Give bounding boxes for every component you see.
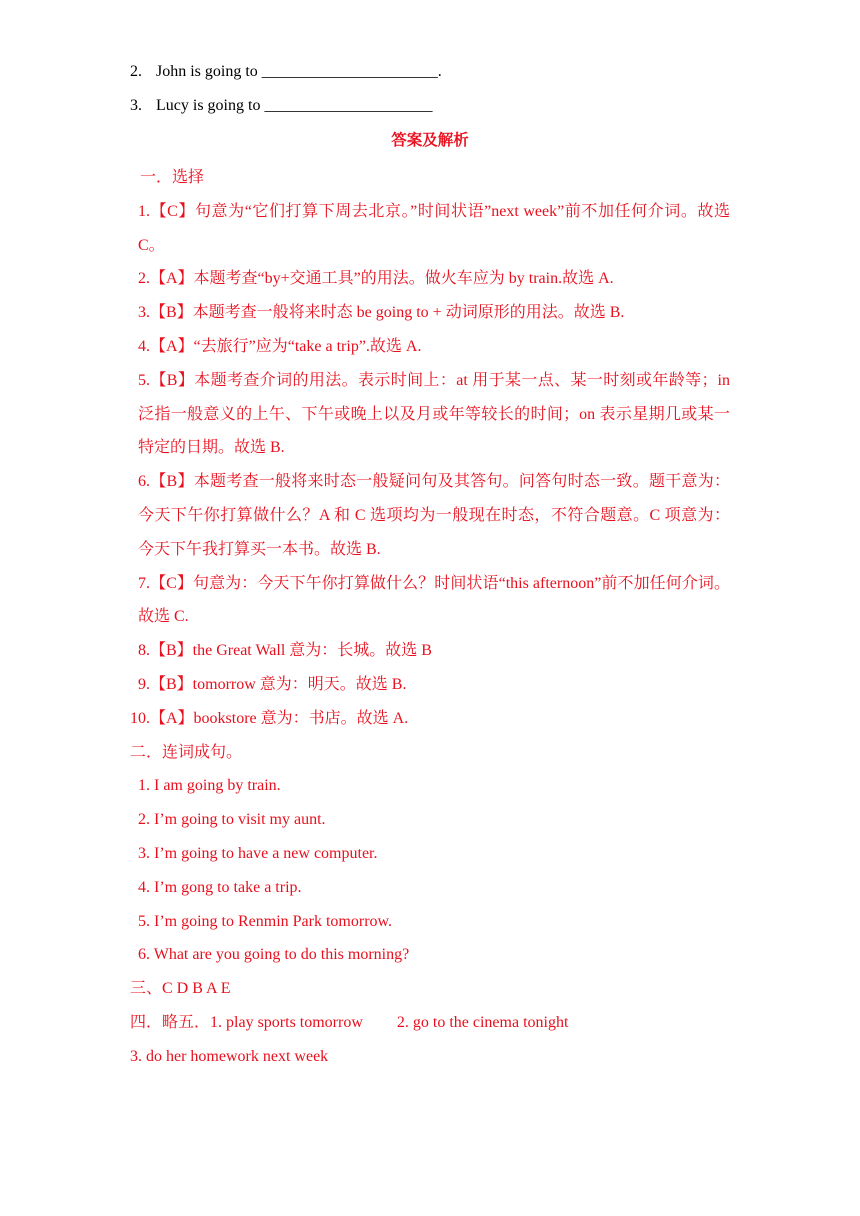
answer-item: 8.【B】the Great Wall 意为：长城。故选 B xyxy=(138,642,432,660)
section4-prefix: 四．略五． xyxy=(130,1013,211,1031)
question-number: 2. xyxy=(130,63,142,80)
sentence-item: 4. I’m gong to take a trip. xyxy=(138,878,302,896)
section4-answer-1: 1. play sports tomorrow xyxy=(210,1013,363,1031)
answers-title: 答案及解析 xyxy=(391,131,469,149)
section4-line xyxy=(130,1006,730,1040)
question-text: Lucy is going to _____________________ xyxy=(156,97,433,114)
answer-item: 10.【A】bookstore 意为：书店。故选 A. xyxy=(130,709,409,727)
answer-item: 4.【A】“去旅行”应为“take a trip”.故选 A. xyxy=(138,337,422,355)
question-text: John is going to ______________________. xyxy=(156,63,442,80)
answers-body xyxy=(130,161,730,1074)
sentence-item: 1. I am going by train. xyxy=(138,777,281,795)
section3-answer: 三、C D B A E xyxy=(130,980,231,998)
answer-item: 6.【B】本题考查一般将来时态一般疑问句及其答句。问答句时态一致。题干意为：今天下午你打算做什么？A 和 C 选项均为一般现在时态，不符合题意。C 项意为：今天下午我打算买一本书。故选 B. xyxy=(138,473,730,558)
section4-answer-3: 3. do her homework next week xyxy=(130,1047,329,1065)
sentence-item: 5. I’m going to Renmin Park tomorrow. xyxy=(138,912,393,930)
answer-item: 7.【C】句意为：今天下午你打算做什么？时间状语“this afternoon”前不加任何介词。故选 C. xyxy=(138,574,730,626)
question-line xyxy=(130,60,770,94)
answer-item: 3.【B】本题考查一般将来时态 be going to + 动词原形的用法。故选 B. xyxy=(138,304,625,322)
question-lines xyxy=(130,60,770,128)
answer-item: 2.【A】本题考查“by+交通工具”的用法。做火车应为 by train.故选 A. xyxy=(138,270,614,288)
answer-item: 9.【B】tomorrow 意为：明天。故选 B. xyxy=(138,675,407,693)
question-line xyxy=(130,94,770,128)
answer-item: 5.【B】本题考查介词的用法。表示时间上：at 用于某一点、某一时刻或年龄等；in 泛指一般意义的上午、下午或晚上以及月或年等较长的时间；on 表示星期几或某一特定的日期。故选 B. xyxy=(138,371,730,457)
answer-item: 1.【C】句意为“它们打算下周去北京。”时间状语”next week”前不加任何介词。故选 C。 xyxy=(138,202,730,254)
sentence-item: 3. I’m going to have a new computer. xyxy=(138,844,378,862)
sentence-item: 2. I’m going to visit my aunt. xyxy=(138,811,326,829)
question-number: 3. xyxy=(130,97,142,114)
section-heading: 二．连词成句。 xyxy=(130,743,243,761)
section4-answer-2: 2. go to the cinema tonight xyxy=(396,1013,569,1031)
sentence-item: 6. What are you going to do this morning? xyxy=(138,946,410,964)
section-heading: 一．选择 xyxy=(140,169,205,186)
